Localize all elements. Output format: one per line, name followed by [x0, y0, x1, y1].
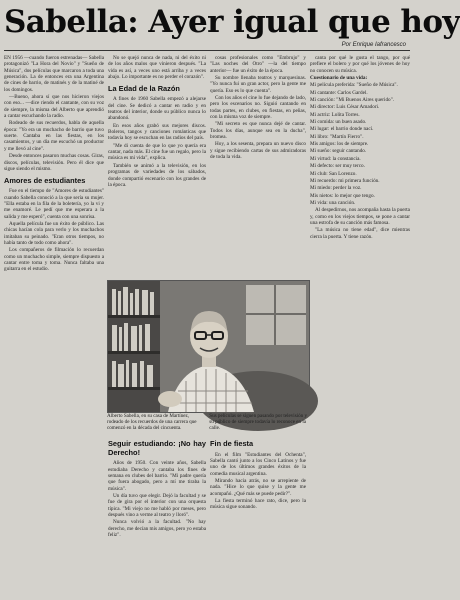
photo-sabella: [107, 280, 310, 413]
headline: Sabella: Ayer igual que hoy: [4, 4, 460, 40]
paragraph: "La música no tiene edad", dice mientras cierra la puerta. Y tiene razón.: [310, 227, 410, 240]
caption-right: Sus películas se siguen pasando por televisión y su público de siempre todavía lo reconoce en la calle.: [209, 413, 308, 432]
column-3-upper: [210, 55, 306, 277]
drop-cap-section: [4, 55, 104, 93]
qa-line: Mi club: San Lorenzo.: [310, 170, 357, 177]
qa-line: Mi sueño: seguir cantando.: [310, 148, 367, 155]
paragraph: Años de 1950. Con veinte años, Sabella estudiaba Derecho y cantaba los fines de semana en clubes del barrio. "Mi padre quería que fuera abogado, pero a mí me tiraba la música".: [108, 460, 206, 492]
qa-line: Mi defecto: ser muy terco.: [310, 163, 365, 170]
qa-line: Mi comida: un buen asado.: [310, 119, 367, 126]
paragraph: Rodeado de sus recuerdos, habla de aquella época: "Yo era un muchacho de barrio que tuvo suerte. Cantaba en las fiestas, en los casamientos, y un día me escuchó un productor y me llevó al cine".: [4, 120, 104, 152]
paragraph: EN 1956 —cuando fueron estrenadas— Sabella protagonizó "La Hora del Novio" y "Sueño de Música", dos películas que marcaron a toda una generación. La de entonces era una Argentina de cines de barrio, de matinés y de la matiné de los domingos.: [4, 55, 104, 93]
paragraph: Su nombre llenaba teatros y marquesinas. "Yo nunca fui un gran actor, pero la gente me quería. Eso es lo que cuenta".: [210, 75, 306, 94]
paragraph: La fiesta terminó hace rato, dice, pero la música sigue sonando.: [210, 498, 306, 511]
paragraph: "Me di cuenta de que lo que yo quería era cantar, nada más. El cine fue un regalo, pero la música es mi vida", explica.: [108, 142, 206, 162]
byline: Por Enrique Iafrancesco: [341, 42, 406, 48]
qa-line: Mi recuerdo: mi primera función.: [310, 177, 380, 184]
paragraph: —Bueno, ahora sí que nos hicieron viejos con eso... —dice riendo el cantante, con su voz de siempre, la misma del Alberto que aprendió a cantar escuchando la radio.: [4, 94, 104, 120]
paragraph: Desde entonces pasaron muchas cosas. Giras, discos, películas, televisión. Pero él dice que sigue siendo el mismo.: [4, 153, 104, 172]
paragraph: "Mi secreto es que nunca dejé de cantar. Todos los días, aunque sea en la ducha", bromea.: [210, 121, 306, 141]
subheading-amores: Amores de estudiantes: [4, 176, 86, 186]
qa-line: Mi cantante: Carlos Gardel.: [310, 89, 368, 96]
qa-line: Mi miedo: perder la voz.: [310, 185, 362, 192]
qa-line: Mi lugar: el barrio donde nací.: [310, 126, 374, 133]
subheading-fin-de-fiesta: Fin de fiesta: [210, 439, 254, 448]
qa-line: Mi libro: "Martín Fierro".: [310, 133, 364, 140]
headline-rule: [4, 50, 410, 51]
paragraph: Al despedirnos, nos acompaña hasta la puerta y, como en los viejos tiempos, se pone a cantar una estrofa de su canción más famosa.: [310, 207, 410, 226]
column-2-lower: [108, 440, 206, 596]
paragraph: Aquella película fue un éxito de público. Las chicas hacían cola para verlo y los muchachos imitaban su peinado. "Eran otros tiempos, no había tanto de todo como ahora".: [4, 220, 104, 246]
qa-line: Mis nietos: lo mejor que tengo.: [310, 192, 375, 199]
paragraph: Nunca volvió a la facultad. "No hay derecho, me decían mis amigos, pero yo estaba feliz".: [108, 519, 206, 538]
paragraph: También se animó a la televisión, en los programas de variedades de los sábados, donde compartió escenario con los grandes de la época.: [108, 162, 206, 188]
paragraph: canta por qué le gusta el tango, por qué prefiere el bolero y por qué los jóvenes de hoy no conocen su música.: [310, 55, 410, 74]
paragraph: Con los años el cine lo fue dejando de lado, pero los escenarios no. Siguió cantando en todas partes, en clubes, en fiestas, en peñas, con la misma voz de siempre.: [210, 95, 306, 121]
qa-line: Mi actriz: Lolita Torres.: [310, 111, 360, 118]
column-3-lower: [210, 440, 306, 596]
paragraph: Mirando hacia atrás, no se arrepiente de nada. "Hice lo que quise y la gente me acompañó. ¿Qué más se puede pedir?".: [210, 477, 306, 497]
paragraph: Un día tuvo que elegir. Dejó la facultad y se fue de gira por el interior con una orquesta típica. "Mi viejo no me habló por meses, pero después vino a verme al teatro y lloró".: [108, 492, 206, 518]
questionnaire-intro: Cuestionario de una vida:: [310, 75, 368, 82]
paragraph: Los compañeros de filmación lo recuerdan como un muchacho simple, siempre dispuesto a cantar entre toma y toma. Nunca faltaba una guitarra en el estudio.: [4, 247, 104, 273]
photo-illustration: [108, 281, 309, 412]
qa-line: Mi virtud: la constancia.: [310, 155, 361, 162]
caption-left: Alberto Sabella, en su casa de Martínez, rodeado de los recuerdos de una carrera que comenzó en la década del cincuenta.: [107, 413, 197, 432]
column-1: [4, 55, 104, 596]
column-2-upper: [108, 55, 206, 277]
paragraph: Hoy, a los sesenta, prepara un nuevo disco y sigue recibiendo cartas de sus admiradoras de toda la vida.: [210, 141, 306, 161]
qa-line: Mi canción: "Mi Buenos Aires querido".: [310, 97, 395, 104]
qa-line: Mi director: Luis César Amadori.: [310, 104, 380, 111]
paragraph: No se quejó nunca de nada, ni del éxito ni de los años malos que vinieron después. "La vida es así, a veces uno está arriba y a veces abajo. Lo importante es no perder el corazón".: [108, 55, 206, 81]
column-4: [310, 55, 410, 596]
paragraph: En esos años grabó sus mejores discos. Boleros, tangos y canciones románticas que todavía hoy se escuchan en las radios del país.: [108, 122, 206, 142]
paragraph: cosas profesionales como "Embrujo" y "Las noches del Otro" —la del tiempo anterior— fue un éxito de la época.: [210, 55, 306, 74]
paragraph: En el film "Estudiantes del Ochenta", Sabella cantó junto a los Cinco Latinos y fue uno de los últimos grandes éxitos de la comedia musical argentina.: [210, 451, 306, 477]
subheading-edad-razon: La Edad de la Razón: [108, 84, 180, 94]
paragraph: A fines de 1960 Sabella empezó a alejarse del cine. Se dedicó a cantar en radio y en teatros del interior, donde su público nunca lo abandonó.: [108, 96, 206, 122]
subheading-seguir-estudiando: Seguir estudiando: ¡No hay Derecho!: [108, 439, 206, 457]
paragraph: Fue en el tiempo de "Amores de estudiantes" cuando Sabella conoció a la que sería su mujer. "Ella estaba en la fila de la boletería, yo la vi y me enamoré. Le pedí que me esperara a la salida y me esperó", cuenta con una sonrisa.: [4, 188, 104, 220]
photo-caption: [107, 413, 308, 432]
qa-line: Mi película preferida: "Sueño de Música".: [310, 82, 398, 89]
qa-line: Mi vida: una canción.: [310, 199, 356, 206]
qa-line: Mis amigos: los de siempre.: [310, 141, 369, 148]
